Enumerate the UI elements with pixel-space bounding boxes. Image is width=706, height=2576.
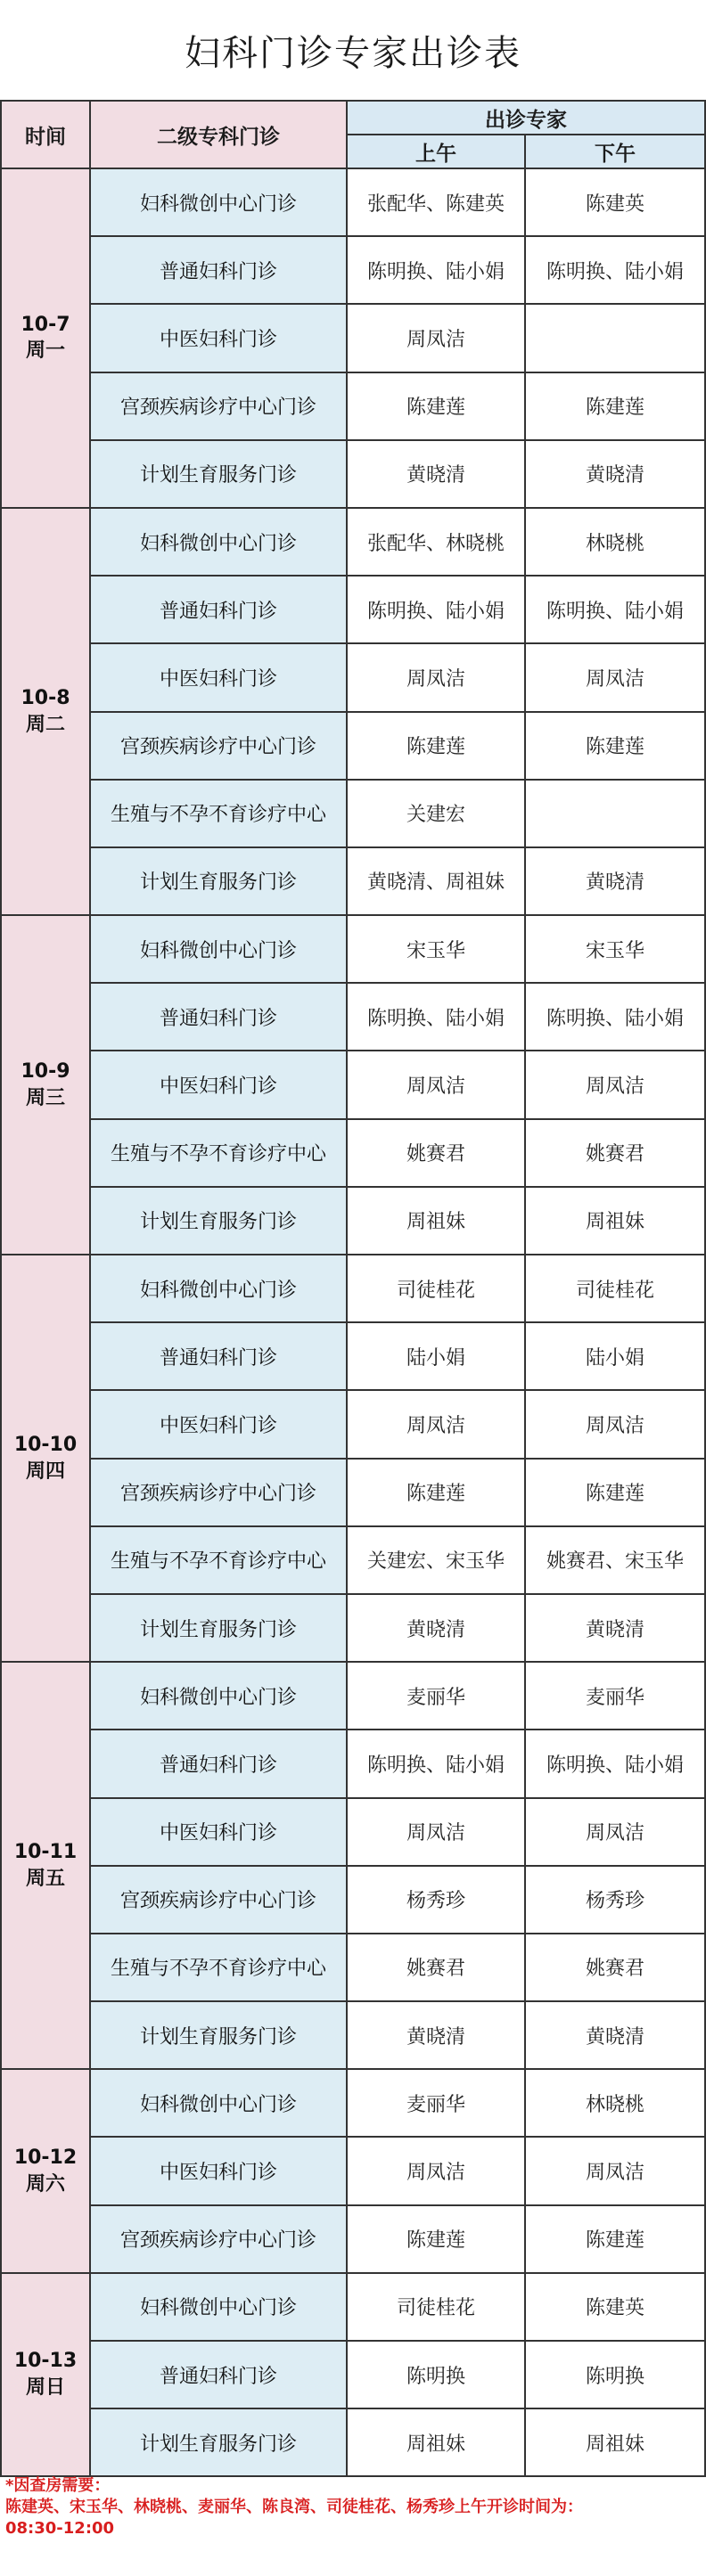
table-row xyxy=(1,1322,705,1390)
clinic-cell: 普通妇科门诊 xyxy=(90,576,347,643)
clinic-cell: 普通妇科门诊 xyxy=(90,983,347,1051)
pm-expert-cell xyxy=(525,304,705,372)
clinic-cell: 妇科微创中心门诊 xyxy=(90,508,347,576)
clinic-cell: 计划生育服务门诊 xyxy=(90,1594,347,1662)
table-row xyxy=(1,1459,705,1526)
pm-expert-cell: 陈建英 xyxy=(525,168,705,236)
table-row xyxy=(1,643,705,711)
table-row xyxy=(1,2205,705,2273)
pm-expert-cell: 陈明换、陆小娟 xyxy=(525,236,705,304)
pm-expert-cell: 周凤洁 xyxy=(525,1390,705,1458)
header-pm: 下午 xyxy=(525,135,705,168)
am-expert-cell: 陈明换、陆小娟 xyxy=(347,983,525,1051)
page-title: 妇科门诊专家出诊表 xyxy=(185,32,521,74)
clinic-cell: 普通妇科门诊 xyxy=(90,236,347,304)
table-row xyxy=(1,1390,705,1458)
table-row xyxy=(1,1119,705,1187)
pm-expert-cell: 姚赛君 xyxy=(525,1934,705,2001)
clinic-cell: 生殖与不孕不育诊疗中心 xyxy=(90,1119,347,1187)
pm-expert-cell: 周凤洁 xyxy=(525,643,705,711)
table-row xyxy=(1,780,705,847)
clinic-cell: 普通妇科门诊 xyxy=(90,1730,347,1797)
clinic-cell: 中医妇科门诊 xyxy=(90,1798,347,1866)
clinic-cell: 宫颈疾病诊疗中心门诊 xyxy=(90,2205,347,2273)
day-date: 10-7 xyxy=(21,313,70,336)
table-row xyxy=(1,847,705,915)
am-expert-cell: 黄晓清 xyxy=(347,2001,525,2069)
table-row xyxy=(1,2408,705,2476)
day-date: 10-11 xyxy=(13,1841,78,1863)
table-row xyxy=(1,915,705,983)
am-expert-cell: 陈建莲 xyxy=(347,712,525,780)
day-date: 10-10 xyxy=(13,1433,78,1456)
pm-expert-cell: 林晓桃 xyxy=(525,2069,705,2137)
am-expert-cell: 周祖妹 xyxy=(347,2408,525,2476)
table-row xyxy=(1,2001,705,2069)
pm-expert-cell: 陈建英 xyxy=(525,2273,705,2341)
am-expert-cell: 周凤洁 xyxy=(347,1798,525,1866)
pm-expert-cell: 陈建莲 xyxy=(525,372,705,440)
am-expert-cell: 黄晓清、周祖妹 xyxy=(347,847,525,915)
table-row xyxy=(1,508,705,576)
day-date: 10-13 xyxy=(13,2350,78,2373)
pm-expert-cell: 姚赛君 xyxy=(525,1119,705,1187)
pm-expert-cell xyxy=(525,780,705,847)
footer-note-line: *因查房需要： xyxy=(5,2476,111,2495)
pm-expert-cell: 陈明换、陆小娟 xyxy=(525,983,705,1051)
table-row xyxy=(1,1934,705,2001)
day-weekday: 周六 xyxy=(25,2172,65,2196)
clinic-cell: 普通妇科门诊 xyxy=(90,1322,347,1390)
table-row xyxy=(1,168,705,236)
am-expert-cell: 宋玉华 xyxy=(347,915,525,983)
header-experts: 出诊专家 xyxy=(347,101,705,135)
clinic-cell: 中医妇科门诊 xyxy=(90,304,347,372)
pm-expert-cell: 姚赛君、宋玉华 xyxy=(525,1526,705,1594)
clinic-cell: 计划生育服务门诊 xyxy=(90,2001,347,2069)
table-row xyxy=(1,1255,705,1322)
pm-expert-cell: 杨秀珍 xyxy=(525,1866,705,1934)
pm-expert-cell: 麦丽华 xyxy=(525,1662,705,1730)
clinic-cell: 生殖与不孕不育诊疗中心 xyxy=(90,1526,347,1594)
pm-expert-cell: 黄晓清 xyxy=(525,847,705,915)
header-clinic: 二级专科门诊 xyxy=(90,101,347,168)
am-expert-cell: 黄晓清 xyxy=(347,1594,525,1662)
day-weekday: 周日 xyxy=(25,2376,65,2400)
am-expert-cell: 周凤洁 xyxy=(347,2137,525,2204)
clinic-cell: 宫颈疾病诊疗中心门诊 xyxy=(90,1866,347,1934)
day-weekday: 周三 xyxy=(25,1086,65,1109)
table-row xyxy=(1,1526,705,1594)
am-expert-cell: 麦丽华 xyxy=(347,1662,525,1730)
clinic-cell: 妇科微创中心门诊 xyxy=(90,168,347,236)
pm-expert-cell: 周凤洁 xyxy=(525,1798,705,1866)
day-cell xyxy=(1,168,90,508)
am-expert-cell: 陈明换、陆小娟 xyxy=(347,1730,525,1797)
pm-expert-cell: 周祖妹 xyxy=(525,2408,705,2476)
day-cell xyxy=(1,1255,90,1662)
clinic-cell: 宫颈疾病诊疗中心门诊 xyxy=(90,712,347,780)
am-expert-cell: 周祖妹 xyxy=(347,1187,525,1255)
pm-expert-cell: 陈建莲 xyxy=(525,712,705,780)
day-weekday: 周四 xyxy=(25,1460,65,1483)
am-expert-cell: 司徒桂花 xyxy=(347,2273,525,2341)
table-row xyxy=(1,576,705,643)
table-row xyxy=(1,712,705,780)
clinic-cell: 妇科微创中心门诊 xyxy=(90,1255,347,1322)
pm-expert-cell: 周凤洁 xyxy=(525,2137,705,2204)
table-row xyxy=(1,236,705,304)
am-expert-cell: 司徒桂花 xyxy=(347,1255,525,1322)
clinic-cell: 生殖与不孕不育诊疗中心 xyxy=(90,1934,347,2001)
clinic-cell: 中医妇科门诊 xyxy=(90,643,347,711)
clinic-cell: 妇科微创中心门诊 xyxy=(90,915,347,983)
am-expert-cell: 关建宏、宋玉华 xyxy=(347,1526,525,1594)
table-row xyxy=(1,1594,705,1662)
am-expert-cell: 张配华、林晓桃 xyxy=(347,508,525,576)
am-expert-cell: 陈明换、陆小娟 xyxy=(347,236,525,304)
day-weekday: 周二 xyxy=(25,713,65,736)
clinic-cell: 中医妇科门诊 xyxy=(90,1051,347,1118)
table-row xyxy=(1,372,705,440)
day-date: 10-12 xyxy=(13,2146,78,2169)
header-am: 上午 xyxy=(347,135,525,168)
table-row xyxy=(1,1866,705,1934)
table-row xyxy=(1,2137,705,2204)
schedule-table xyxy=(0,100,706,2477)
am-expert-cell: 关建宏 xyxy=(347,780,525,847)
table-row xyxy=(1,1051,705,1118)
pm-expert-cell: 陆小娟 xyxy=(525,1322,705,1390)
am-expert-cell: 陈建莲 xyxy=(347,1459,525,1526)
am-expert-cell: 麦丽华 xyxy=(347,2069,525,2137)
day-date: 10-8 xyxy=(21,686,70,709)
am-expert-cell: 陈明换 xyxy=(347,2341,525,2408)
table-row xyxy=(1,1662,705,1730)
table-row xyxy=(1,1187,705,1255)
pm-expert-cell: 宋玉华 xyxy=(525,915,705,983)
header-time: 时间 xyxy=(1,101,90,168)
pm-expert-cell: 周凤洁 xyxy=(525,1051,705,1118)
clinic-cell: 中医妇科门诊 xyxy=(90,1390,347,1458)
clinic-cell: 普通妇科门诊 xyxy=(90,2341,347,2408)
pm-expert-cell: 黄晓清 xyxy=(525,1594,705,1662)
pm-expert-cell: 陈明换、陆小娟 xyxy=(525,1730,705,1797)
table-row xyxy=(1,1730,705,1797)
am-expert-cell: 黄晓清 xyxy=(347,440,525,508)
am-expert-cell: 姚赛君 xyxy=(347,1934,525,2001)
day-cell xyxy=(1,1662,90,2069)
pm-expert-cell: 黄晓清 xyxy=(525,2001,705,2069)
clinic-cell: 计划生育服务门诊 xyxy=(90,2408,347,2476)
pm-expert-cell: 陈建莲 xyxy=(525,2205,705,2273)
table-row xyxy=(1,2341,705,2408)
pm-expert-cell: 司徒桂花 xyxy=(525,1255,705,1322)
am-expert-cell: 姚赛君 xyxy=(347,1119,525,1187)
am-expert-cell: 周凤洁 xyxy=(347,643,525,711)
clinic-cell: 生殖与不孕不育诊疗中心 xyxy=(90,780,347,847)
clinic-cell: 妇科微创中心门诊 xyxy=(90,1662,347,1730)
am-expert-cell: 陈建莲 xyxy=(347,2205,525,2273)
clinic-cell: 计划生育服务门诊 xyxy=(90,847,347,915)
pm-expert-cell: 陈建莲 xyxy=(525,1459,705,1526)
table-row xyxy=(1,983,705,1051)
table-row xyxy=(1,304,705,372)
am-expert-cell: 周凤洁 xyxy=(347,1390,525,1458)
day-date: 10-9 xyxy=(21,1059,70,1083)
day-cell xyxy=(1,2069,90,2273)
footer-note xyxy=(5,2475,701,2539)
table-row xyxy=(1,2069,705,2137)
day-cell xyxy=(1,915,90,1255)
am-expert-cell: 陈建莲 xyxy=(347,372,525,440)
clinic-cell: 妇科微创中心门诊 xyxy=(90,2273,347,2341)
day-cell xyxy=(1,2273,90,2477)
day-weekday: 周一 xyxy=(25,339,65,363)
table-row xyxy=(1,440,705,508)
clinic-cell: 宫颈疾病诊疗中心门诊 xyxy=(90,1459,347,1526)
schedule-body xyxy=(1,168,705,2476)
pm-expert-cell: 陈明换 xyxy=(525,2341,705,2408)
pm-expert-cell: 林晓桃 xyxy=(525,508,705,576)
am-expert-cell: 张配华、陈建英 xyxy=(347,168,525,236)
pm-expert-cell: 周祖妹 xyxy=(525,1187,705,1255)
clinic-cell: 计划生育服务门诊 xyxy=(90,440,347,508)
am-expert-cell: 陆小娟 xyxy=(347,1322,525,1390)
table-row xyxy=(1,2273,705,2341)
footer-note-line: 08:30-12:00 xyxy=(5,2519,115,2538)
clinic-cell: 宫颈疾病诊疗中心门诊 xyxy=(90,372,347,440)
am-expert-cell: 周凤洁 xyxy=(347,304,525,372)
am-expert-cell: 陈明换、陆小娟 xyxy=(347,576,525,643)
pm-expert-cell: 陈明换、陆小娟 xyxy=(525,576,705,643)
am-expert-cell: 杨秀珍 xyxy=(347,1866,525,1934)
table-row xyxy=(1,1798,705,1866)
pm-expert-cell: 黄晓清 xyxy=(525,440,705,508)
day-cell xyxy=(1,508,90,915)
clinic-cell: 妇科微创中心门诊 xyxy=(90,2069,347,2137)
clinic-cell: 计划生育服务门诊 xyxy=(90,1187,347,1255)
footer-note-line: 陈建英、宋玉华、林晓桃、麦丽华、陈良湾、司徒桂花、杨秀珍上午开诊时间为： xyxy=(5,2498,583,2516)
day-weekday: 周五 xyxy=(25,1867,65,1890)
am-expert-cell: 周凤洁 xyxy=(347,1051,525,1118)
clinic-cell: 中医妇科门诊 xyxy=(90,2137,347,2204)
